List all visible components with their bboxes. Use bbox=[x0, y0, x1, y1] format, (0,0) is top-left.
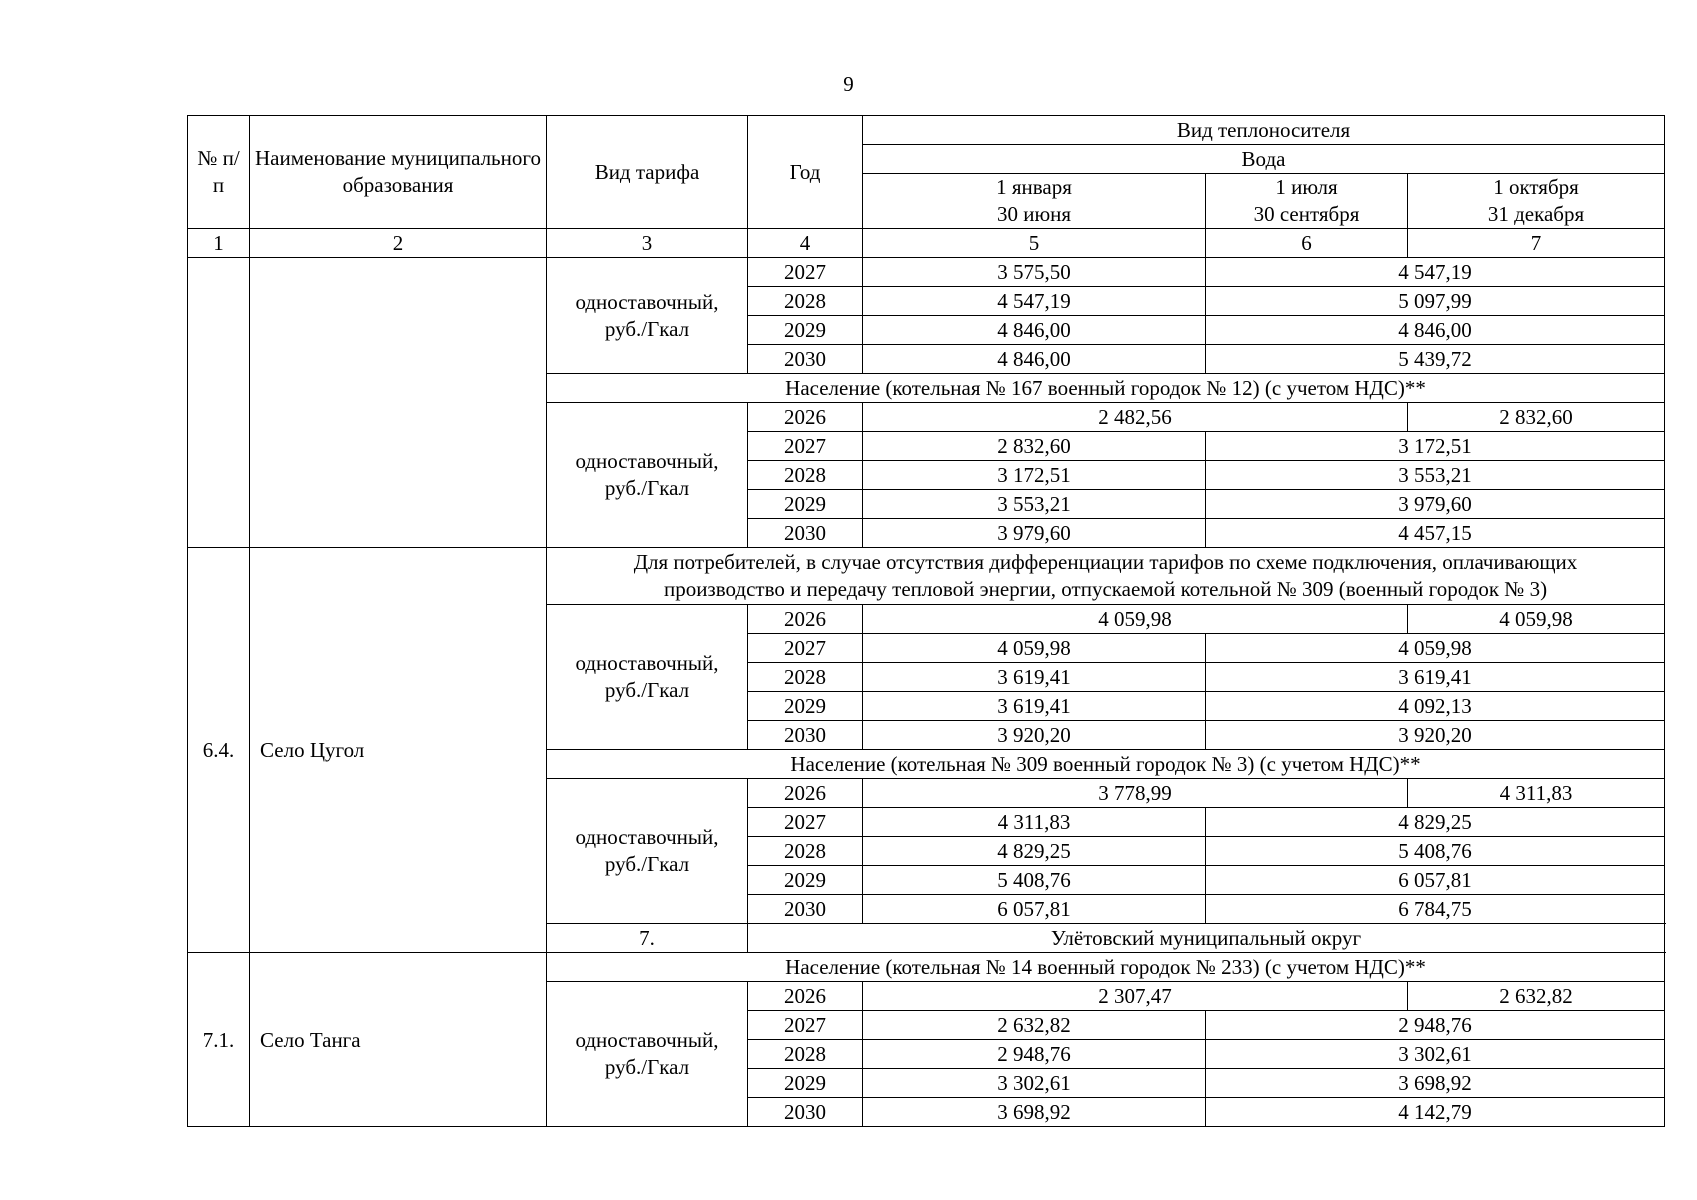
year-cell: 2030 bbox=[748, 519, 863, 548]
year-cell: 2028 bbox=[748, 287, 863, 316]
header-col-year: Год bbox=[748, 116, 863, 229]
column-number: 3 bbox=[547, 229, 748, 258]
year-cell: 2027 bbox=[748, 258, 863, 287]
value-cell: 6 784,75 bbox=[1206, 895, 1665, 924]
value-cell: 4 059,98 bbox=[1206, 634, 1665, 663]
year-cell: 2027 bbox=[748, 808, 863, 837]
value-cell: 4 846,00 bbox=[1206, 316, 1665, 345]
column-numbers-row bbox=[188, 229, 1665, 258]
row-number-cell: 7.1. bbox=[188, 953, 250, 1127]
value-cell: 5 439,72 bbox=[1206, 345, 1665, 374]
value-cell: 3 172,51 bbox=[1206, 432, 1665, 461]
value-cell: 3 698,92 bbox=[863, 1098, 1206, 1127]
municipality-name-cell: Село Цугол bbox=[250, 548, 547, 953]
value-cell: 3 778,99 bbox=[863, 779, 1408, 808]
header-period-1: 1 января 30 июня bbox=[863, 174, 1206, 229]
value-cell: 6 057,81 bbox=[863, 895, 1206, 924]
year-cell: 2026 bbox=[748, 605, 863, 634]
year-cell: 2029 bbox=[748, 490, 863, 519]
group-label: Для потребителей, в случае отсутствия дифференциации тарифов по схеме подключения, оплачивающих производство и передачу тепловой энергии, отпускаемой котельной № 309 (военный городок № 3) bbox=[547, 548, 1665, 605]
row-number-cell: 6.4. bbox=[188, 548, 250, 953]
value-cell: 4 311,83 bbox=[1408, 779, 1665, 808]
continuation-name-cell bbox=[250, 258, 547, 548]
value-cell: 3 619,41 bbox=[1206, 663, 1665, 692]
value-cell: 3 172,51 bbox=[863, 461, 1206, 490]
value-cell: 3 302,61 bbox=[1206, 1040, 1665, 1069]
group-label-row bbox=[188, 953, 1665, 982]
value-cell: 2 482,56 bbox=[863, 403, 1408, 432]
year-cell: 2028 bbox=[748, 663, 863, 692]
value-cell: 4 092,13 bbox=[1206, 692, 1665, 721]
column-number: 5 bbox=[863, 229, 1206, 258]
year-cell: 2027 bbox=[748, 1011, 863, 1040]
value-cell: 3 553,21 bbox=[1206, 461, 1665, 490]
value-cell: 5 097,99 bbox=[1206, 287, 1665, 316]
year-cell: 2029 bbox=[748, 1069, 863, 1098]
column-number: 7 bbox=[1408, 229, 1665, 258]
header-col-tariff-type: Вид тарифа bbox=[547, 116, 748, 229]
header-water: Вода bbox=[863, 145, 1665, 174]
tariff-type-cell: одноставочный, руб./Гкал bbox=[547, 779, 748, 924]
header-col-municipality: Наименование муниципального образования bbox=[250, 116, 547, 229]
value-cell: 3 698,92 bbox=[1206, 1069, 1665, 1098]
value-cell: 3 979,60 bbox=[1206, 490, 1665, 519]
year-cell: 2030 bbox=[748, 721, 863, 750]
value-cell: 2 307,47 bbox=[863, 982, 1408, 1011]
value-cell: 3 619,41 bbox=[863, 692, 1206, 721]
tariff-type-cell: одноставочный, руб./Гкал bbox=[547, 605, 748, 750]
year-cell: 2030 bbox=[748, 1098, 863, 1127]
value-cell: 4 059,98 bbox=[863, 634, 1206, 663]
row-number-cell: 7. bbox=[547, 924, 748, 953]
value-cell: 3 619,41 bbox=[863, 663, 1206, 692]
value-cell: 6 057,81 bbox=[1206, 866, 1665, 895]
value-cell: 3 979,60 bbox=[863, 519, 1206, 548]
tariff-table bbox=[187, 115, 1665, 1127]
value-cell: 4 547,19 bbox=[863, 287, 1206, 316]
value-cell: 4 457,15 bbox=[1206, 519, 1665, 548]
column-number: 1 bbox=[188, 229, 250, 258]
value-cell: 2 832,60 bbox=[863, 432, 1206, 461]
value-cell: 4 547,19 bbox=[1206, 258, 1665, 287]
group-label: Население (котельная № 167 военный городок № 12) (с учетом НДС)** bbox=[547, 374, 1665, 403]
value-cell: 4 142,79 bbox=[1206, 1098, 1665, 1127]
value-cell: 4 311,83 bbox=[863, 808, 1206, 837]
value-cell: 5 408,76 bbox=[1206, 837, 1665, 866]
year-cell: 2029 bbox=[748, 316, 863, 345]
value-cell: 2 948,76 bbox=[863, 1040, 1206, 1069]
value-cell: 4 846,00 bbox=[863, 345, 1206, 374]
group-label-row bbox=[188, 548, 1665, 605]
column-number: 6 bbox=[1206, 229, 1408, 258]
year-cell: 2028 bbox=[748, 461, 863, 490]
value-cell: 3 302,61 bbox=[863, 1069, 1206, 1098]
year-cell: 2029 bbox=[748, 692, 863, 721]
value-cell: 4 059,98 bbox=[1408, 605, 1665, 634]
group-label: Население (котельная № 309 военный городок № 3) (с учетом НДС)** bbox=[547, 750, 1665, 779]
value-cell: 3 920,20 bbox=[1206, 721, 1665, 750]
section-title: Улётовский муниципальный округ bbox=[748, 924, 1665, 953]
year-cell: 2029 bbox=[748, 866, 863, 895]
value-cell: 2 832,60 bbox=[1408, 403, 1665, 432]
municipality-name-cell: Село Танга bbox=[250, 953, 547, 1127]
value-cell: 3 575,50 bbox=[863, 258, 1206, 287]
header-col-number: № п/п bbox=[188, 116, 250, 229]
value-cell: 2 948,76 bbox=[1206, 1011, 1665, 1040]
tariff-type-cell: одноставочный, руб./Гкал bbox=[547, 258, 748, 374]
value-cell: 2 632,82 bbox=[1408, 982, 1665, 1011]
value-cell: 4 829,25 bbox=[863, 837, 1206, 866]
header-row bbox=[188, 116, 1665, 145]
year-cell: 2030 bbox=[748, 345, 863, 374]
year-cell: 2030 bbox=[748, 895, 863, 924]
value-cell: 4 059,98 bbox=[863, 605, 1408, 634]
value-cell: 3 920,20 bbox=[863, 721, 1206, 750]
tariff-type-cell: одноставочный, руб./Гкал bbox=[547, 982, 748, 1127]
year-cell: 2028 bbox=[748, 1040, 863, 1069]
year-cell: 2027 bbox=[748, 634, 863, 663]
table-row bbox=[188, 258, 1665, 287]
value-cell: 2 632,82 bbox=[863, 1011, 1206, 1040]
year-cell: 2026 bbox=[748, 403, 863, 432]
header-period-3: 1 октября 31 декабря bbox=[1408, 174, 1665, 229]
group-label: Население (котельная № 14 военный городок № 233) (с учетом НДС)** bbox=[547, 953, 1665, 982]
tariff-type-cell: одноставочный, руб./Гкал bbox=[547, 403, 748, 548]
header-period-2: 1 июля 30 сентября bbox=[1206, 174, 1408, 229]
value-cell: 4 846,00 bbox=[863, 316, 1206, 345]
header-heat-carrier: Вид теплоносителя bbox=[863, 116, 1665, 145]
year-cell: 2027 bbox=[748, 432, 863, 461]
column-number: 4 bbox=[748, 229, 863, 258]
year-cell: 2026 bbox=[748, 982, 863, 1011]
value-cell: 3 553,21 bbox=[863, 490, 1206, 519]
value-cell: 5 408,76 bbox=[863, 866, 1206, 895]
continuation-number-cell bbox=[188, 258, 250, 548]
value-cell: 4 829,25 bbox=[1206, 808, 1665, 837]
year-cell: 2028 bbox=[748, 837, 863, 866]
page-number: 9 bbox=[843, 72, 854, 96]
column-number: 2 bbox=[250, 229, 547, 258]
year-cell: 2026 bbox=[748, 779, 863, 808]
